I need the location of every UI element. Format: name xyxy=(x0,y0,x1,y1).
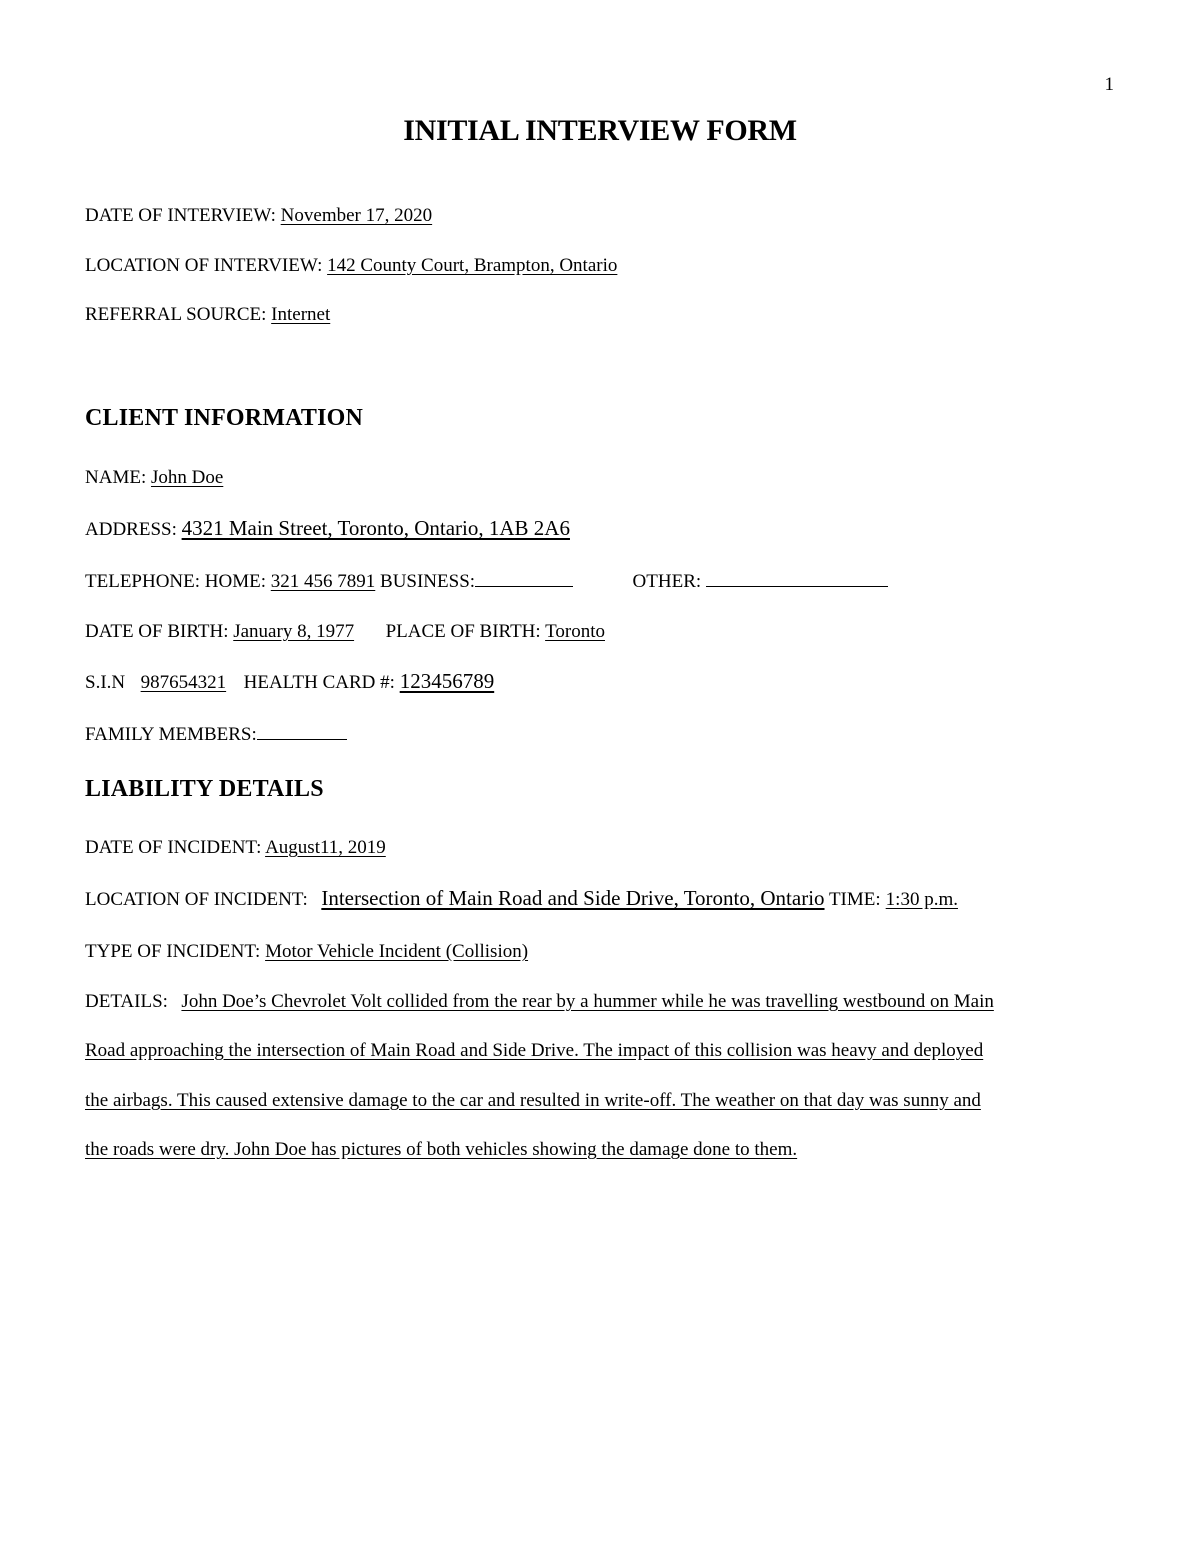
incident-type-row xyxy=(85,942,528,961)
details-line-4 xyxy=(85,1140,797,1159)
referral-source-row xyxy=(85,305,330,324)
incident-date-row xyxy=(85,838,386,857)
telephone-home-label: TELEPHONE: HOME: xyxy=(85,571,267,592)
client-ids-row xyxy=(85,671,494,692)
incident-date-value: August11, 2019 xyxy=(265,837,386,858)
client-telephone-row xyxy=(85,572,888,591)
date-of-birth-label: DATE OF BIRTH: xyxy=(85,621,229,642)
client-information-heading: CLIENT INFORMATION xyxy=(85,405,364,431)
incident-type-value: Motor Vehicle Incident (Collision) xyxy=(265,941,529,962)
place-of-birth-label: PLACE OF BIRTH: xyxy=(385,621,541,642)
health-card-value: 123456789 xyxy=(399,669,495,693)
client-birth-row xyxy=(85,622,605,641)
family-members-label: FAMILY MEMBERS: xyxy=(85,724,257,745)
telephone-business-label: BUSINESS: xyxy=(380,571,476,592)
details-line-3 xyxy=(85,1091,981,1110)
incident-date-label: DATE OF INCIDENT: xyxy=(85,837,262,858)
client-address-label: ADDRESS: xyxy=(85,519,177,540)
client-address-row xyxy=(85,518,570,539)
client-address-value: 4321 Main Street, Toronto, Ontario, 1AB 2A6 xyxy=(181,516,570,540)
referral-source-label: REFERRAL SOURCE: xyxy=(85,304,267,325)
date-of-birth-value: January 8, 1977 xyxy=(233,621,355,642)
incident-time-label: TIME: xyxy=(828,889,881,910)
sin-value: 987654321 xyxy=(140,672,227,693)
client-name-value: John Doe xyxy=(150,467,224,488)
sin-label: S.I.N xyxy=(85,672,126,693)
interview-location-row xyxy=(85,256,617,275)
client-name-row xyxy=(85,468,223,487)
telephone-other-label: OTHER: xyxy=(632,571,702,592)
details-line-2 xyxy=(85,1041,983,1060)
interview-location-label: LOCATION OF INTERVIEW: xyxy=(85,255,323,276)
family-members-row xyxy=(85,725,347,744)
incident-location-value: Intersection of Main Road and Side Drive, Toronto, Ontario xyxy=(321,886,825,910)
telephone-other-blank xyxy=(706,585,888,587)
interview-location-value: 142 County Court, Brampton, Ontario xyxy=(327,255,618,276)
interview-date-label: DATE OF INTERVIEW: xyxy=(85,205,276,226)
details-line-1 xyxy=(85,992,994,1011)
incident-type-label: TYPE OF INCIDENT: xyxy=(85,941,261,962)
document-title: INITIAL INTERVIEW FORM xyxy=(403,114,797,147)
incident-time-value: 1:30 p.m. xyxy=(885,889,958,910)
details-text-3: the airbags. This caused extensive damage to the car and resulted in write-off. The weather on that day was sunny and xyxy=(85,1090,981,1111)
incident-location-label: LOCATION OF INCIDENT: xyxy=(85,889,308,910)
telephone-home-value: 321 456 7891 xyxy=(270,571,376,592)
health-card-label: HEALTH CARD #: xyxy=(243,672,395,693)
page-number: 1 xyxy=(1104,74,1114,95)
details-text-4: the roads were dry. John Doe has pictures of both vehicles showing the damage done to them. xyxy=(85,1139,798,1160)
family-members-blank xyxy=(257,738,347,740)
details-text-1: John Doe’s Chevrolet Volt collided from the rear by a hummer while he was travelling westbound on Main xyxy=(181,991,994,1012)
telephone-business-blank xyxy=(475,585,573,587)
client-name-label: NAME: xyxy=(85,467,147,488)
interview-date-value: November 17, 2020 xyxy=(280,205,433,226)
details-text-2: Road approaching the intersection of Main Road and Side Drive. The impact of this collision was heavy and deployed xyxy=(85,1040,984,1061)
place-of-birth-value: Toronto xyxy=(545,621,605,642)
interview-date-row xyxy=(85,206,432,225)
incident-location-row xyxy=(85,888,958,909)
referral-source-value: Internet xyxy=(271,304,331,325)
liability-details-heading: LIABILITY DETAILS xyxy=(85,776,324,802)
details-label: DETAILS: xyxy=(85,991,168,1012)
